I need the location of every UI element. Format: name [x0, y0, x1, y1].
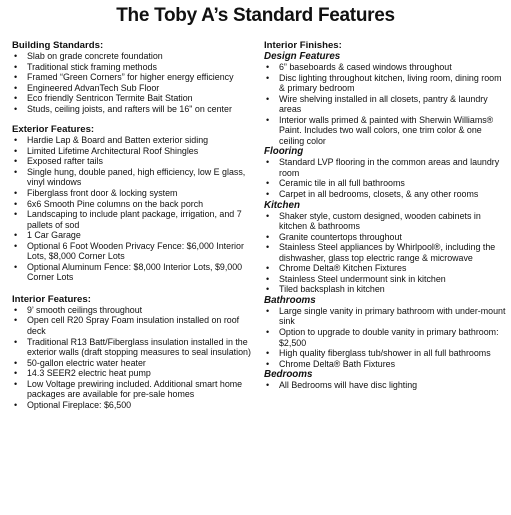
bathrooms-heading: Bathrooms — [264, 294, 316, 306]
left-column — [12, 40, 260, 410]
list-item: • Standard LVP flooring in the common areas and laundry room — [264, 157, 508, 178]
list-item: • Wire shelving installed in all closets, pantry & laundry areas — [264, 94, 508, 115]
list-item: • Hardie Lap & Board and Batten exterior siding — [12, 135, 260, 146]
list-item: • High quality fiberglass tub/shower in all full bathrooms — [264, 348, 508, 359]
list-item: • Shaker style, custom designed, wooden cabinets in kitchen & bathrooms — [264, 211, 508, 232]
list-item: • Option to upgrade to double vanity in primary bathroom: $2,500 — [264, 327, 508, 348]
exterior-features-list — [12, 135, 260, 283]
list-item: • Low Voltage prewiring included. Additional smart home packages are available for pre-sale homes — [12, 379, 260, 400]
design-features-heading: Design Features — [264, 51, 341, 62]
bedrooms-heading: Bedrooms — [264, 369, 313, 381]
interior-features-list — [12, 305, 260, 410]
list-item: • Landscaping to include plant package, irrigation, and 7 pallets of sod — [12, 209, 260, 230]
list-item: • Chrome Delta® Bath Fixtures — [264, 359, 508, 370]
list-item: • Optional 6 Foot Wooden Privacy Fence: $6,000 Interior Lots, $8,000 Corner Lots — [12, 241, 260, 262]
list-item: • Carpet in all bedrooms, closets, & any other rooms — [264, 189, 508, 200]
list-item: • Interior walls primed & painted with Sherwin Williams® Paint. Includes two wall colors, one trim color & one ceiling color — [264, 115, 508, 147]
list-item: • Single hung, double paned, high efficiency, low E glass, vinyl windows — [12, 167, 260, 188]
right-column — [264, 40, 508, 391]
list-item: • 9’ smooth ceilings throughout — [12, 305, 260, 316]
list-item: • Framed “Green Corners” for higher energy efficiency — [12, 72, 260, 83]
exterior-features-heading: Exterior Features: — [12, 124, 95, 136]
interior-finishes-heading: Interior Finishes: — [264, 40, 342, 51]
bedrooms-list — [264, 380, 508, 391]
list-item: • Exposed rafter tails — [12, 156, 260, 167]
list-item: • Open cell R20 Spray Foam insulation installed on roof deck — [12, 315, 260, 336]
list-item: • Fiberglass front door & locking system — [12, 188, 260, 199]
interior-features-heading: Interior Features: — [12, 293, 91, 305]
list-item: • Studs, ceiling joists, and rafters will be 16" on center — [12, 104, 260, 115]
list-item: • Disc lighting throughout kitchen, living room, dining room & primary bedroom — [264, 73, 508, 94]
bathrooms-list — [264, 306, 508, 369]
list-item: • 1 Car Garage — [12, 230, 260, 241]
list-item: • Engineered AdvanTech Sub Floor — [12, 83, 260, 94]
list-item: • 14.3 SEER2 electric heat pump — [12, 368, 260, 379]
list-item: • Stainless Steel undermount sink in kitchen — [264, 274, 508, 285]
design-features-list — [264, 62, 508, 146]
list-item: • 6x6 Smooth Pine columns on the back porch — [12, 199, 260, 210]
list-item: • All Bedrooms will have disc lighting — [264, 380, 508, 391]
kitchen-heading: Kitchen — [264, 199, 300, 211]
list-item: • Optional Aluminum Fence: $8,000 Interior Lots, $9,000 Corner Lots — [12, 262, 260, 283]
list-item: • Chrome Delta® Kitchen Fixtures — [264, 263, 508, 274]
list-item: • Eco friendly Sentricon Termite Bait Station — [12, 93, 260, 104]
kitchen-list — [264, 211, 508, 295]
list-item: • Stainless Steel appliances by Whirlpool®, including the dishwasher, glass top electric range & microwave — [264, 242, 508, 263]
list-item: • Limited Lifetime Architectural Roof Shingles — [12, 146, 260, 157]
building-standards-heading: Building Standards: — [12, 40, 104, 51]
list-item: • Large single vanity in primary bathroom with under-mount sink — [264, 306, 508, 327]
flooring-heading: Flooring — [264, 146, 304, 158]
list-item: • 50-gallon electric water heater — [12, 358, 260, 369]
list-item: • Traditional stick framing methods — [12, 62, 260, 73]
flooring-list — [264, 157, 508, 199]
list-item: • Traditional R13 Batt/Fiberglass insulation installed in the exterior walls (draft stopping measures to seal insulation) — [12, 337, 260, 358]
list-item: • Optional Fireplace: $6,500 — [12, 400, 260, 411]
list-item: • Granite countertops throughout — [264, 232, 508, 243]
list-item: • Tiled backsplash in kitchen — [264, 284, 508, 295]
page-title: The Toby A’s Standard Features — [116, 5, 395, 26]
list-item: • 6” baseboards & cased windows throughout — [264, 62, 508, 73]
list-item: • Slab on grade concrete foundation — [12, 51, 260, 62]
building-standards-list — [12, 51, 260, 114]
list-item: • Ceramic tile in all full bathrooms — [264, 178, 508, 189]
